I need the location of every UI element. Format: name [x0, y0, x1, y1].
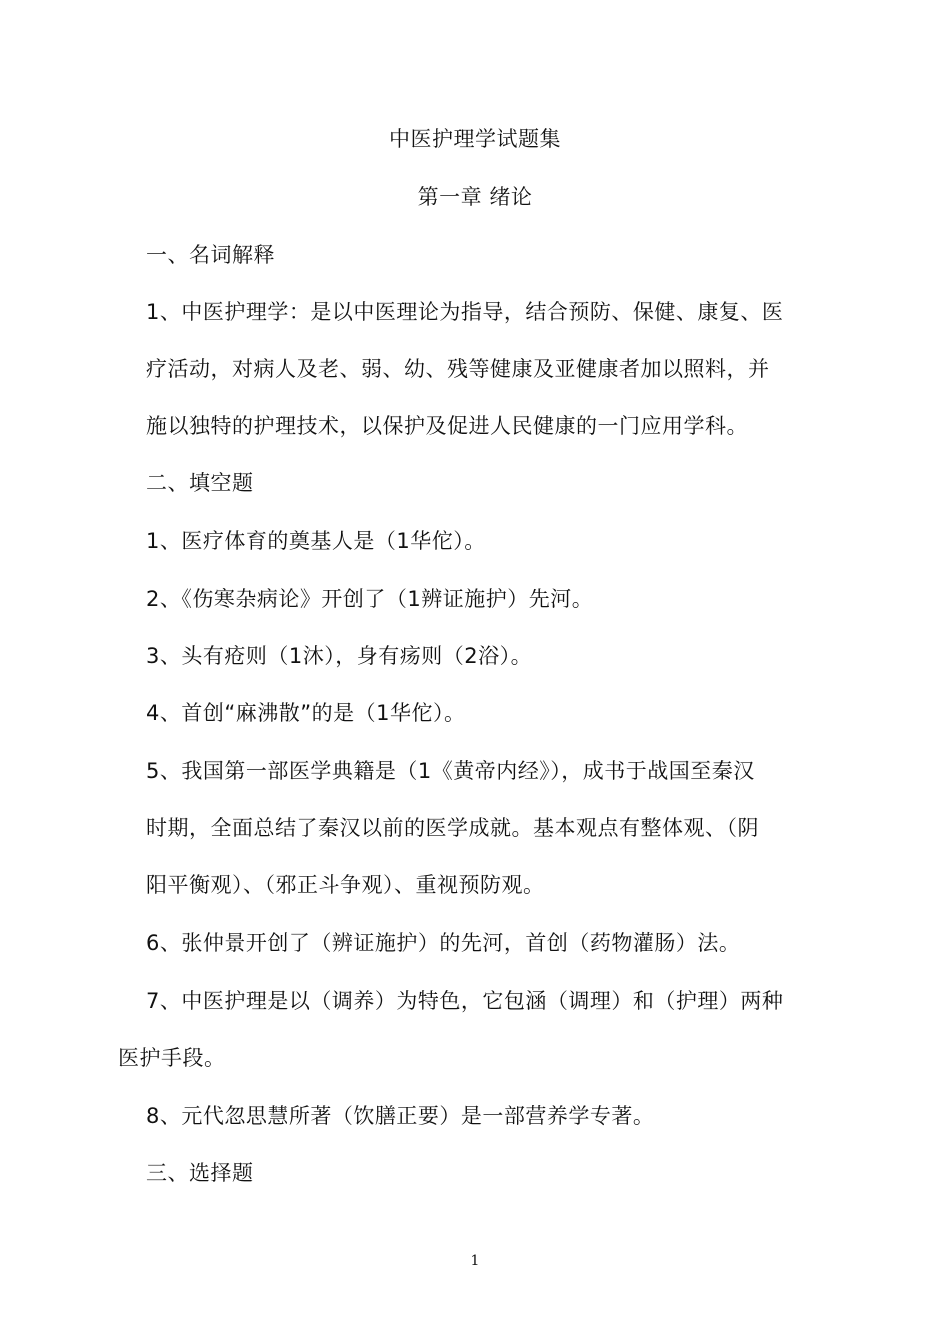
question-1: 1、医疗体育的奠基人是（1华佗）。: [146, 529, 486, 553]
chapter-heading: 第一章 绪论: [417, 185, 533, 209]
definition-line-1: 1、中医护理学：是以中医理论为指导，结合预防、保健、康复、医: [146, 300, 784, 324]
question-5-line-1: 5、我国第一部医学典籍是（1《黄帝内经》），成书于战国至秦汉: [146, 759, 755, 783]
section-heading-fill-blank: 二、填空题: [146, 471, 254, 495]
question-5-line-2: 时期，全面总结了秦汉以前的医学成就。基本观点有整体观、（阴: [146, 816, 759, 840]
question-7-line-2: 医护手段。: [118, 1046, 226, 1070]
definition-line-3: 施以独特的护理技术，以保护及促进人民健康的一门应用学科。: [146, 414, 748, 438]
question-8: 8、元代忽思慧所著（饮膳正要）是一部营养学专著。: [146, 1104, 655, 1128]
document-title: 中医护理学试题集: [389, 127, 561, 151]
question-5-line-3: 阳平衡观）、（邪正斗争观）、重视预防观。: [146, 873, 545, 897]
page-number: 1: [470, 1253, 480, 1269]
question-7-line-1: 7、中医护理是以（调养）为特色，它包涵（调理）和（护理）两种: [146, 989, 784, 1013]
definition-line-2: 疗活动，对病人及老、弱、幼、残等健康及亚健康者加以照料，并: [146, 357, 770, 381]
section-heading-multiple-choice: 三、选择题: [146, 1161, 254, 1185]
question-2: 2、《伤寒杂病论》开创了（1辨证施护）先河。: [146, 587, 594, 611]
section-heading-definitions: 一、名词解释: [146, 243, 275, 267]
question-3: 3、头有疮则（1沐），身有疡则（2浴）。: [146, 644, 533, 668]
question-6: 6、张仲景开创了（辨证施护）的先河，首创（药物灌肠）法。: [146, 931, 741, 955]
question-4: 4、首创“麻沸散”的是（1华佗）。: [146, 701, 466, 725]
